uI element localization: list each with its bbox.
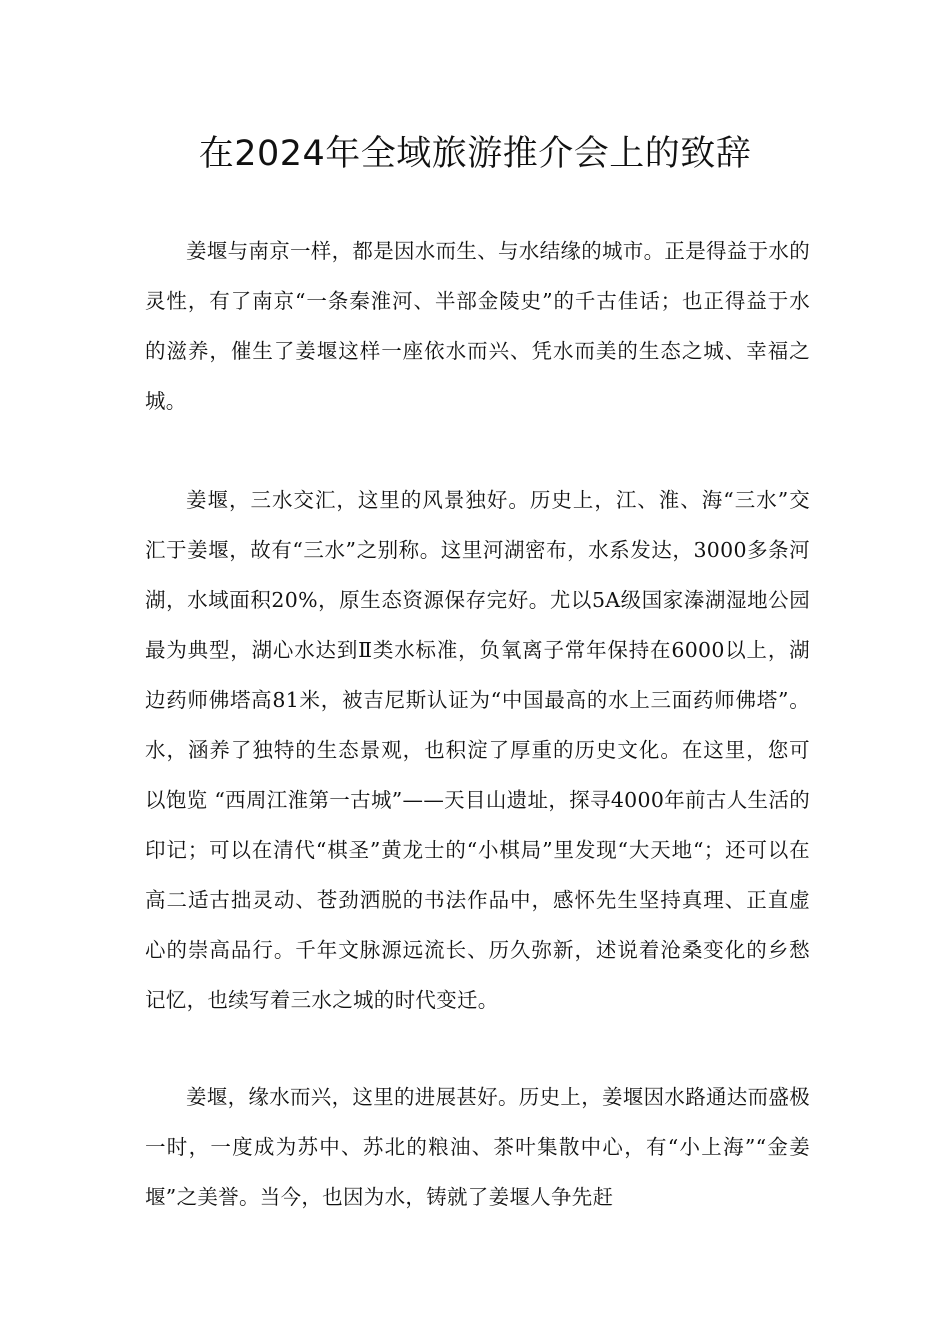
body-paragraph: 姜堰，三水交汇，这里的风景独好。历史上，江、淮、海“三水”交汇于姜堰，故有“三水”之别称。这里河湖密布，水系发达，3000多条河湖，水域面积20%，原生态资源保存完好。尤以5A级国家溱湖湿地公园最为典型，湖心水达到Ⅱ类水标准，负氧离子常年保持在6000以上，湖边药师佛塔高81米，被吉尼斯认证为“中国最高的水上三面药师佛塔”。水，涵养了独特的生态景观，也积淀了厚重的历史文化。在这里，您可以饱览 “西周江淮第一古城”——天目山遗址，探寻4000年前古人生活的印记；可以在清代“棋圣”黄龙士的“小棋局”里发现“大天地“；还可以在高二适古拙灵动、苍劲洒脱的书法作品中，感怀先生坚持真理、正直虚心的崇高品行。千年文脉源远流长、历久弥新，述说着沧桑变化的乡愁记忆，也续写着三水之城的时代变迁。 <box>145 488 810 1012</box>
document-title: 在2024年全域旅游推介会上的致辞 <box>198 134 752 174</box>
body-paragraph: 姜堰与南京一样，都是因水而生、与水结缘的城市。正是得益于水的灵性，有了南京“一条秦淮河、半部金陵史”的千古佳话；也正得益于水的滋养，催生了姜堰这样一座依水而兴、凭水而美的生态之城、幸福之城。 <box>145 239 810 413</box>
body-paragraph: 姜堰，缘水而兴，这里的进展甚好。历史上，姜堰因水路通达而盛极一时，一度成为苏中、苏北的粮油、茶叶集散中心，有“小上海”“金姜堰”之美誉。当今，也因为水，铸就了姜堰人争先赶 <box>145 1085 810 1209</box>
